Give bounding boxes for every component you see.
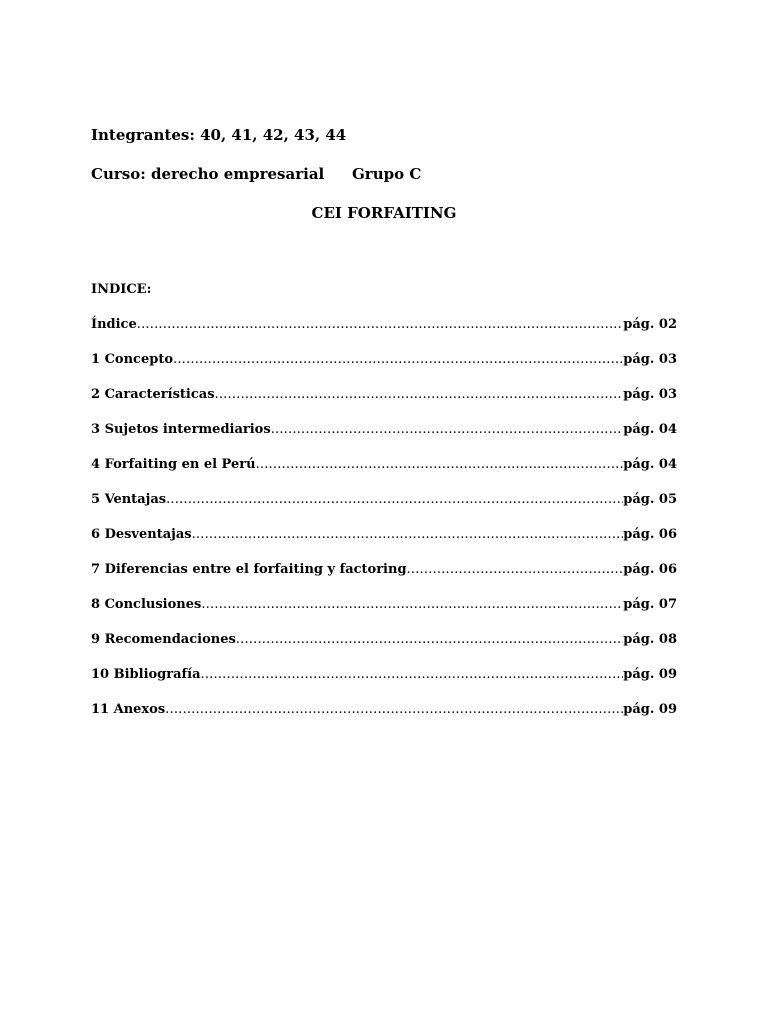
toc-entry-page: pág. 02 (623, 317, 677, 332)
toc-entry-page: pág. 05 (623, 492, 677, 507)
toc-entry-label: 10 Bibliografía (91, 667, 201, 682)
toc-entry-page: pág. 08 (623, 632, 677, 647)
toc-entry (91, 701, 677, 736)
course-label: Curso: derecho empresarial (91, 165, 325, 183)
toc-entry-label: 7 Diferencias entre el forfaiting y factoring (91, 562, 407, 577)
toc-dot-leader (173, 351, 623, 369)
toc-entry-label: Índice (91, 317, 137, 332)
toc-entry-page: pág. 04 (623, 422, 677, 437)
toc-entry (91, 596, 677, 631)
members-line: Integrantes: 40, 41, 42, 43, 44 (91, 126, 347, 144)
toc-dot-leader (407, 561, 624, 579)
table-of-contents (91, 316, 677, 736)
toc-entry (91, 421, 677, 456)
toc-entry-label: 11 Anexos (91, 702, 166, 717)
toc-entry-page: pág. 04 (623, 457, 677, 472)
group-label: Grupo C (352, 165, 422, 183)
toc-entry (91, 631, 677, 666)
toc-entry (91, 491, 677, 526)
toc-entry-label: 1 Concepto (91, 352, 173, 367)
toc-entry (91, 316, 677, 351)
toc-entry-label: 2 Características (91, 387, 215, 402)
toc-entry-page: pág. 06 (623, 527, 677, 542)
toc-entry-label: 6 Desventajas (91, 527, 192, 542)
toc-dot-leader (201, 666, 624, 684)
toc-dot-leader (256, 456, 624, 474)
toc-dot-leader (236, 631, 623, 649)
toc-entry-page: pág. 09 (623, 667, 677, 682)
toc-dot-leader (165, 701, 623, 719)
toc-entry-page: pág. 06 (623, 562, 677, 577)
toc-entry-label: 4 Forfaiting en el Perú (91, 457, 256, 472)
toc-entry-label: 3 Sujetos intermediarios (91, 422, 271, 437)
toc-entry-label: 9 Recomendaciones (91, 632, 236, 647)
toc-dot-leader (192, 526, 624, 544)
toc-dot-leader (215, 386, 624, 404)
toc-entry (91, 526, 677, 561)
toc-dot-leader (137, 316, 624, 334)
toc-entry (91, 456, 677, 491)
toc-entry-page: pág. 09 (623, 702, 677, 717)
toc-entry-label: 5 Ventajas (91, 492, 167, 507)
toc-entry (91, 386, 677, 421)
toc-entry-page: pág. 03 (623, 387, 677, 402)
index-heading: INDICE: (91, 282, 152, 297)
toc-entry-page: pág. 03 (623, 352, 677, 367)
course-row (91, 164, 422, 184)
toc-entry (91, 561, 677, 596)
toc-entry (91, 351, 677, 386)
toc-dot-leader (166, 491, 623, 509)
toc-entry (91, 666, 677, 701)
toc-dot-leader (201, 596, 623, 614)
document-title: CEI FORFAITING (311, 204, 457, 222)
toc-dot-leader (271, 421, 624, 439)
toc-entry-page: pág. 07 (623, 597, 677, 612)
toc-entry-label: 8 Conclusiones (91, 597, 202, 612)
